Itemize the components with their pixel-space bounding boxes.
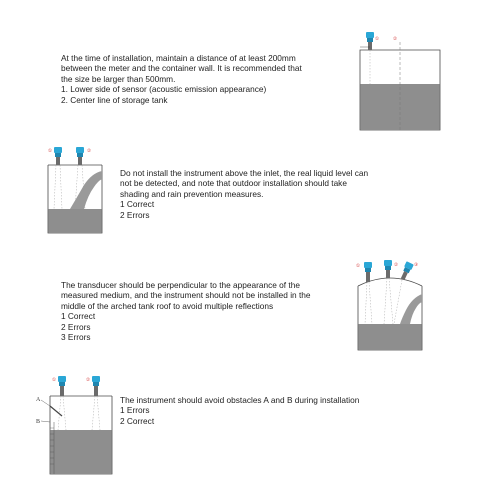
svg-text:②: ② [393,36,398,41]
tank-diagram-obstacles [32,370,117,475]
sensor-icon [364,262,372,282]
figure-label: ② [394,262,399,267]
text-line: shading and rain prevention measures. [120,188,264,199]
svg-text:①: ① [375,36,380,41]
figure-label: ③ [414,262,419,267]
tank-diagram-inlet [40,145,110,235]
text-line: 1 Errors [120,405,150,416]
section-text [120,168,368,220]
figure-label: ① [356,263,361,268]
sensor-icon [399,261,414,281]
text-line: Do not install the instrument above the inlet, the real liquid level can [120,168,369,178]
figure-label: ② [87,148,92,153]
text-line: 2. Center line of storage tank [61,94,168,105]
text-line: the size be larger than 500mm. [61,73,176,84]
section-text [120,395,359,426]
text-line: The transducer should be perpendicular to the appearance of the [61,280,300,290]
text-line: middle of the arched tank roof to avoid multiple reflections [61,300,274,311]
text-line: 1 Correct [120,199,155,210]
obstacle-label: B [36,419,41,425]
obstacle-a [50,406,62,416]
section-wall-distance [0,0,480,130]
text-line: 3 Errors [61,332,91,343]
text-line: 2 Errors [61,321,91,332]
figure-label: ① [52,377,57,382]
text-line: measured medium, and the instrument should not be installed in the [61,290,311,301]
obstacle-label: A [36,397,41,403]
text-line: The instrument should avoid obstacles A and B during installation [120,395,360,405]
sensor-icon [92,376,100,396]
section-perpendicular [0,250,480,360]
sensor-icon [76,147,84,165]
figure-label: ① [48,148,53,153]
sensor-icon [54,147,62,165]
tank-diagram-arched-roof [350,258,430,353]
text-line: 2 Errors [120,209,150,220]
sensor-icon [58,376,66,396]
section-text [61,280,311,342]
text-line: 1 Correct [61,311,96,322]
sensor-icon [384,260,392,278]
section-inlet [0,130,480,250]
text-line: 1. Lower side of sensor (acoustic emission appearance) [61,84,267,95]
text-line: At the time of installation, maintain a distance of at least 200mm [61,53,296,63]
tank-diagram-wall-distance [355,30,445,130]
section-obstacles [0,360,480,480]
text-line: not be detected, and note that outdoor installation should take [120,178,347,189]
sensor-icon [366,32,374,50]
figure-label: ② [86,377,91,382]
section-text [61,53,302,105]
text-line: between the meter and the container wall. It is recommended that [61,63,302,74]
text-line: 2 Correct [120,415,155,426]
